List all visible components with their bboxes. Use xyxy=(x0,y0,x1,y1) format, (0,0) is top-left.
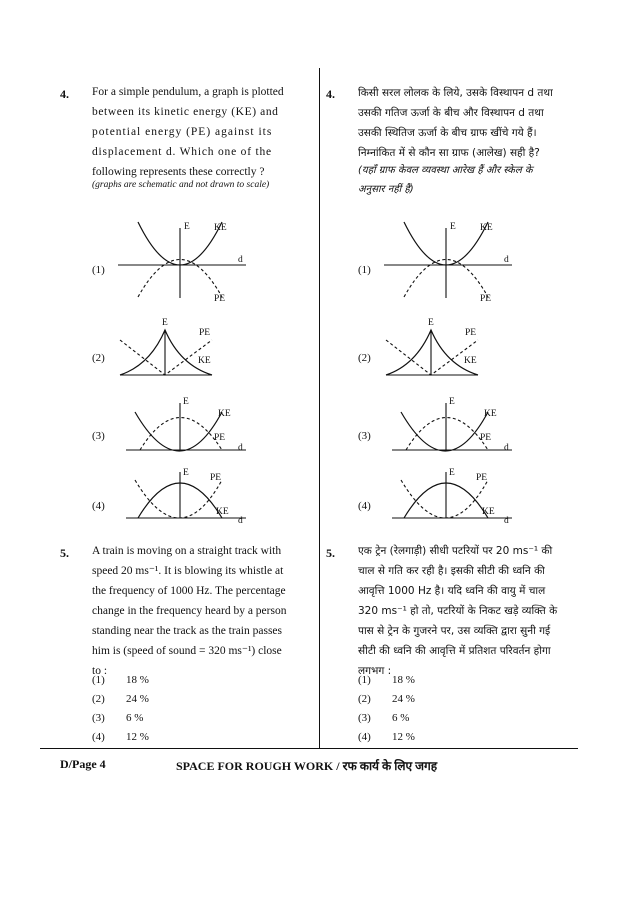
q5-hi-line: 320 ms⁻¹ हो तो, पटरियों के निकट खड़े व्यक्ति के xyxy=(358,605,558,617)
graph-2r-pe-label: PE xyxy=(465,328,477,338)
graph-3-d-label: d xyxy=(238,443,243,453)
question-5-text-hi xyxy=(358,541,582,681)
graph-1-left xyxy=(118,222,246,304)
q5-en-line: speed 20 ms⁻¹. It is blowing its whistle at xyxy=(92,565,284,577)
q4-option-3-label-hi[interactable]: (3) xyxy=(358,430,371,442)
graph-3r-ke-label: KE xyxy=(484,409,497,419)
page-number: D/Page 4 xyxy=(60,757,106,771)
q5-en-line: to : xyxy=(92,665,108,677)
graph-3r-pe-label: PE xyxy=(480,433,492,443)
q4-en-line: displacement d. Which one of the xyxy=(92,146,272,158)
q5-options-en xyxy=(92,671,149,747)
graph-4-d-label: d xyxy=(238,516,243,526)
q5-option-3-hi[interactable]: (3) 6 % xyxy=(358,712,410,724)
q5-en-line: A train is moving on a straight track with xyxy=(92,545,282,557)
graph-2-right xyxy=(386,318,478,375)
graph-4r-pe-label: PE xyxy=(476,473,488,483)
q5-en-line: him is (speed of sound = 320 ms⁻¹) close xyxy=(92,645,282,657)
graph-1r-ke-label: KE xyxy=(480,223,493,233)
question-4-number-hi: 4. xyxy=(326,87,335,101)
q5-hi-line: एक ट्रेन (रेलगाड़ी) सीधी पटरियों पर 20 ms⁻¹ की xyxy=(358,545,553,557)
q4-en-line: following represents these correctly ? xyxy=(92,166,265,178)
graph-3-left xyxy=(126,397,246,453)
q4-option-2-label[interactable]: (2) xyxy=(92,352,105,364)
q4-note-hi-line: (यहाँ ग्राफ केवल व्यवस्था आरेख हैं और स्केल के xyxy=(358,165,533,176)
rough-work-label: SPACE FOR ROUGH WORK / रफ कार्य के लिए जगह xyxy=(176,759,438,773)
q4-option-1-label[interactable]: (1) xyxy=(92,264,105,276)
graph-4r-d-label: d xyxy=(504,516,509,526)
q4-en-line: For a simple pendulum, a graph is plotted xyxy=(92,86,284,98)
graph-4-right xyxy=(392,468,512,526)
graph-1-right xyxy=(384,222,512,304)
graph-1r-d-label: d xyxy=(504,255,509,265)
q5-option-3[interactable]: (3) 6 % xyxy=(92,712,144,724)
graph-4r-e-label: E xyxy=(449,468,455,478)
q5-en-line: the frequency of 1000 Hz. The percentage xyxy=(92,585,286,597)
graph-2r-ke-label: KE xyxy=(464,356,477,366)
graph-4r-ke-label: KE xyxy=(482,507,495,517)
q4-note-hi-line: अनुसार नहीं हैं) xyxy=(358,184,414,195)
q5-options-hi xyxy=(358,671,415,747)
q4-note-en: (graphs are schematic and not drawn to scale) xyxy=(92,180,270,190)
graph-2-pe-label: PE xyxy=(199,328,211,338)
q5-option-2[interactable]: (2) 24 % xyxy=(92,693,149,705)
graph-4-e-label: E xyxy=(183,468,189,478)
q4-hi-line: निम्नांकित में से कौन सा ग्राफ (आलेख) सही है? xyxy=(358,147,540,159)
graph-1-d-label: d xyxy=(238,255,243,265)
q4-option-3-label[interactable]: (3) xyxy=(92,430,105,442)
q4-option-4-label-hi[interactable]: (4) xyxy=(358,500,371,512)
question-5-number: 5. xyxy=(60,546,69,560)
graph-1-ke-label: KE xyxy=(214,223,227,233)
graph-1r-pe-label: PE xyxy=(480,294,492,304)
graph-3-right xyxy=(392,397,512,453)
graph-3r-e-label: E xyxy=(449,397,455,407)
graph-3-pe-label: PE xyxy=(214,433,226,443)
q5-option-2-hi[interactable]: (2) 24 % xyxy=(358,693,415,705)
graph-4-ke-label: KE xyxy=(216,507,229,517)
graph-1r-e-label: E xyxy=(450,222,456,232)
question-5-number-hi: 5. xyxy=(326,546,335,560)
q4-en-line: potential energy (PE) against its xyxy=(92,126,273,138)
graph-1-pe-label: PE xyxy=(214,294,226,304)
q5-option-1[interactable]: (1) 18 % xyxy=(92,674,149,686)
graph-4-pe-label: PE xyxy=(210,473,222,483)
graph-2r-e-label: E xyxy=(428,318,434,328)
q5-en-line: change in the frequency heard by a person xyxy=(92,605,287,617)
q4-hi-line: उसकी स्थितिज ऊर्जा के बीच ग्राफ खींचे गये हैं। xyxy=(358,127,537,139)
q4-option-4-label[interactable]: (4) xyxy=(92,500,105,512)
graph-1-e-label: E xyxy=(184,222,190,232)
q4-en-line: between its kinetic energy (KE) and xyxy=(92,106,279,118)
graph-2-e-label: E xyxy=(162,318,168,328)
q5-hi-line: लगभग : xyxy=(358,665,392,677)
graph-4-left xyxy=(126,468,246,526)
question-4-number: 4. xyxy=(60,87,69,101)
q5-hi-line: सीटी की ध्वनि की आवृत्ति में प्रतिशत परिवर्तन होगा xyxy=(358,645,551,657)
q5-option-4-hi[interactable]: (4) 12 % xyxy=(358,731,415,743)
graph-3-e-label: E xyxy=(183,397,189,407)
q4-option-1-label-hi[interactable]: (1) xyxy=(358,264,371,276)
q5-option-4[interactable]: (4) 12 % xyxy=(92,731,149,743)
q5-hi-line: आवृत्ति 1000 Hz है। यदि ध्वनि की वायु में चाल xyxy=(358,585,546,597)
q4-hi-line: किसी सरल लोलक के लिये, उसके विस्थापन d तथा xyxy=(358,87,553,99)
q5-hi-line: पास से ट्रेन के गुजरने पर, उस व्यक्ति द्वारा सुनी गई xyxy=(358,625,551,637)
q4-option-2-label-hi[interactable]: (2) xyxy=(358,352,371,364)
q4-hi-line: उसकी गतिज ऊर्जा के बीच और विस्थापन d तथा xyxy=(358,107,544,119)
q5-option-1-hi[interactable]: (1) 18 % xyxy=(358,674,415,686)
q5-en-line: standing near the track as the train passes xyxy=(92,625,283,637)
q5-hi-line: चाल से गति कर रही है। इसकी सीटी की ध्वनि की xyxy=(358,565,545,577)
graph-2-left xyxy=(120,318,212,375)
graph-3-ke-label: KE xyxy=(218,409,231,419)
graph-3-pe-curve xyxy=(140,418,222,451)
graph-3r-d-label: d xyxy=(504,443,509,453)
graph-2-ke-label: KE xyxy=(198,356,211,366)
footer-rule xyxy=(40,748,578,749)
